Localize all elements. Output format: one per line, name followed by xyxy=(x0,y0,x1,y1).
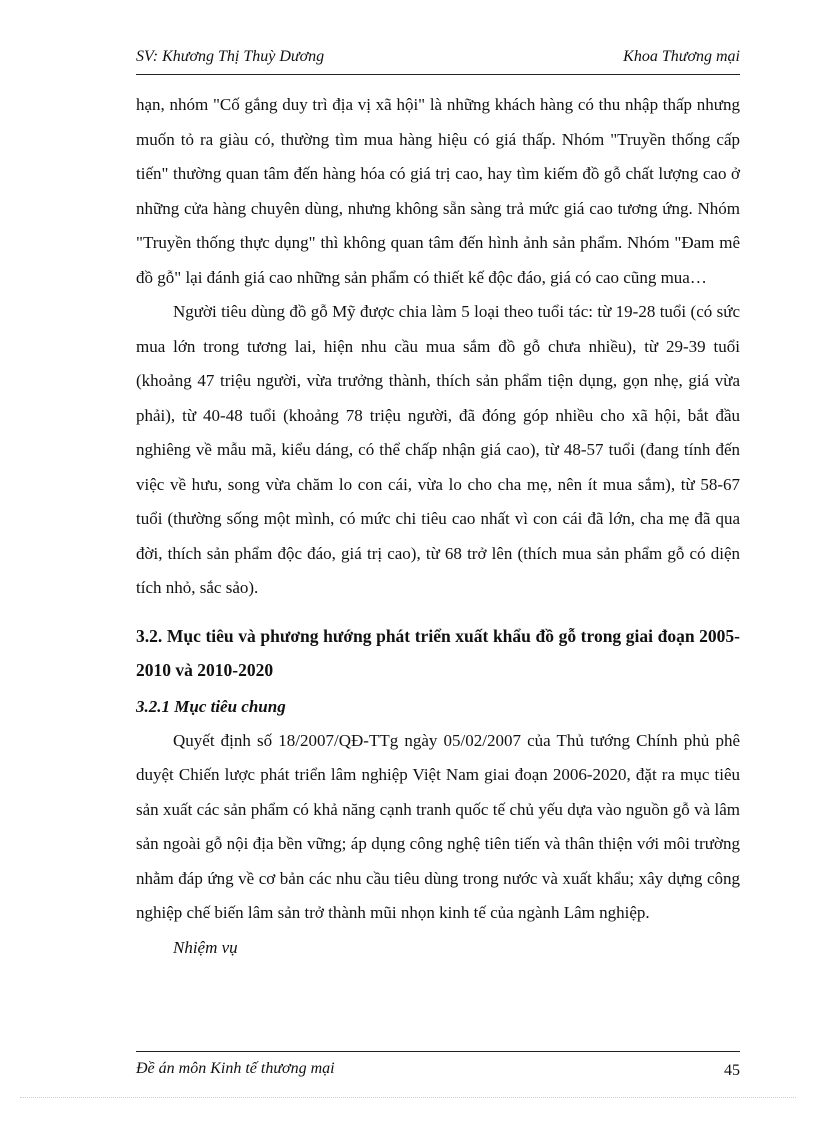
page-number: 45 xyxy=(724,1062,740,1079)
page-bottom-divider xyxy=(20,1097,796,1098)
page-footer xyxy=(136,1051,740,1079)
page-header xyxy=(136,46,740,75)
tasks-label: Nhiệm vụ xyxy=(173,937,238,957)
header-author: SV: Khương Thị Thuỳ Dương xyxy=(136,48,325,65)
page-body xyxy=(136,88,740,965)
paragraph-general-objective: Quyết định số 18/2007/QĐ-TTg ngày 05/02/2007 của Thủ tướng Chính phủ phê duyệt Chiến lược phát triển lâm nghiệp Việt Nam giai đoạn 2006-2020, đặt ra mục tiêu sản xuất các sản phẩm có khả năng cạnh tranh quốc tế chủ yếu dựa vào nguồn gỗ và lâm sản ngoài gỗ nội địa bền vững; áp dụng công nghệ tiên tiến và thân thiện với môi trường nhằm đáp ứng về cơ bản các nhu cầu tiêu dùng trong nước và xuất khẩu; xây dựng công nghiệp chế biến lâm sản trở thành mũi nhọn kinh tế của ngành Lâm nghiệp. xyxy=(136,730,740,922)
subsection-heading: 3.2.1 Mục tiêu chung xyxy=(136,696,286,716)
section-heading: 3.2. Mục tiêu và phương hướng phát triển xuất khẩu đồ gỗ trong giai đoạn 2005-2010 và 2010-2020 xyxy=(136,625,740,680)
header-faculty: Khoa Thương mại xyxy=(623,48,740,65)
paragraph-age-segments: Người tiêu dùng đồ gỗ Mỹ được chia làm 5 loại theo tuổi tác: từ 19-28 tuổi (có sức mua lớn trong tương lai, hiện nhu cầu mua sắm đồ gỗ chưa nhiều), từ 29-39 tuổi (khoảng 47 triệu người, vừa trưởng thành, thích sản phẩm tiện dụng, gọn nhẹ, giá vừa phải), từ 40-48 tuổi (khoảng 78 triệu người, đã đóng góp nhiều cho xã hội, bắt đầu nghiêng về mẫu mã, kiểu dáng, có thể chấp nhận giá cao), từ 48-57 tuổi (đang tính đến việc về hưu, song vừa chăm lo con cái, vừa lo cho cha mẹ, nên ít mua sắm), từ 58-67 tuổi (thường sống một mình, có mức chi tiêu cao nhất vì con cái đã lớn, cha mẹ đã qua đời, thích sản phẩm độc đáo, giá trị cao), từ 68 trở lên (thích mua sản phẩm gỗ có diện tích nhỏ, sắc sảo). xyxy=(136,302,740,597)
footer-title: Đề án môn Kinh tế thương mại xyxy=(136,1060,335,1077)
paragraph-consumer-groups: hạn, nhóm "Cố gắng duy trì địa vị xã hội" là những khách hàng có thu nhập thấp nhưng muốn tỏ ra giàu có, thường tìm mua hàng hiệu có giá thấp. Nhóm "Truyền thống cấp tiến" thường quan tâm đến hàng hóa có giá trị cao, hay tìm kiếm đồ gỗ chất lượng cao ở những cửa hàng chuyên dùng, nhưng không sẵn sàng trả mức giá cao tương ứng. Nhóm "Truyền thống thực dụng" thì không quan tâm đến hình ảnh sản phẩm. Nhóm "Đam mê đồ gỗ" lại đánh giá cao những sản phẩm có thiết kế độc đáo, giá có cao cũng mua… xyxy=(136,95,740,287)
